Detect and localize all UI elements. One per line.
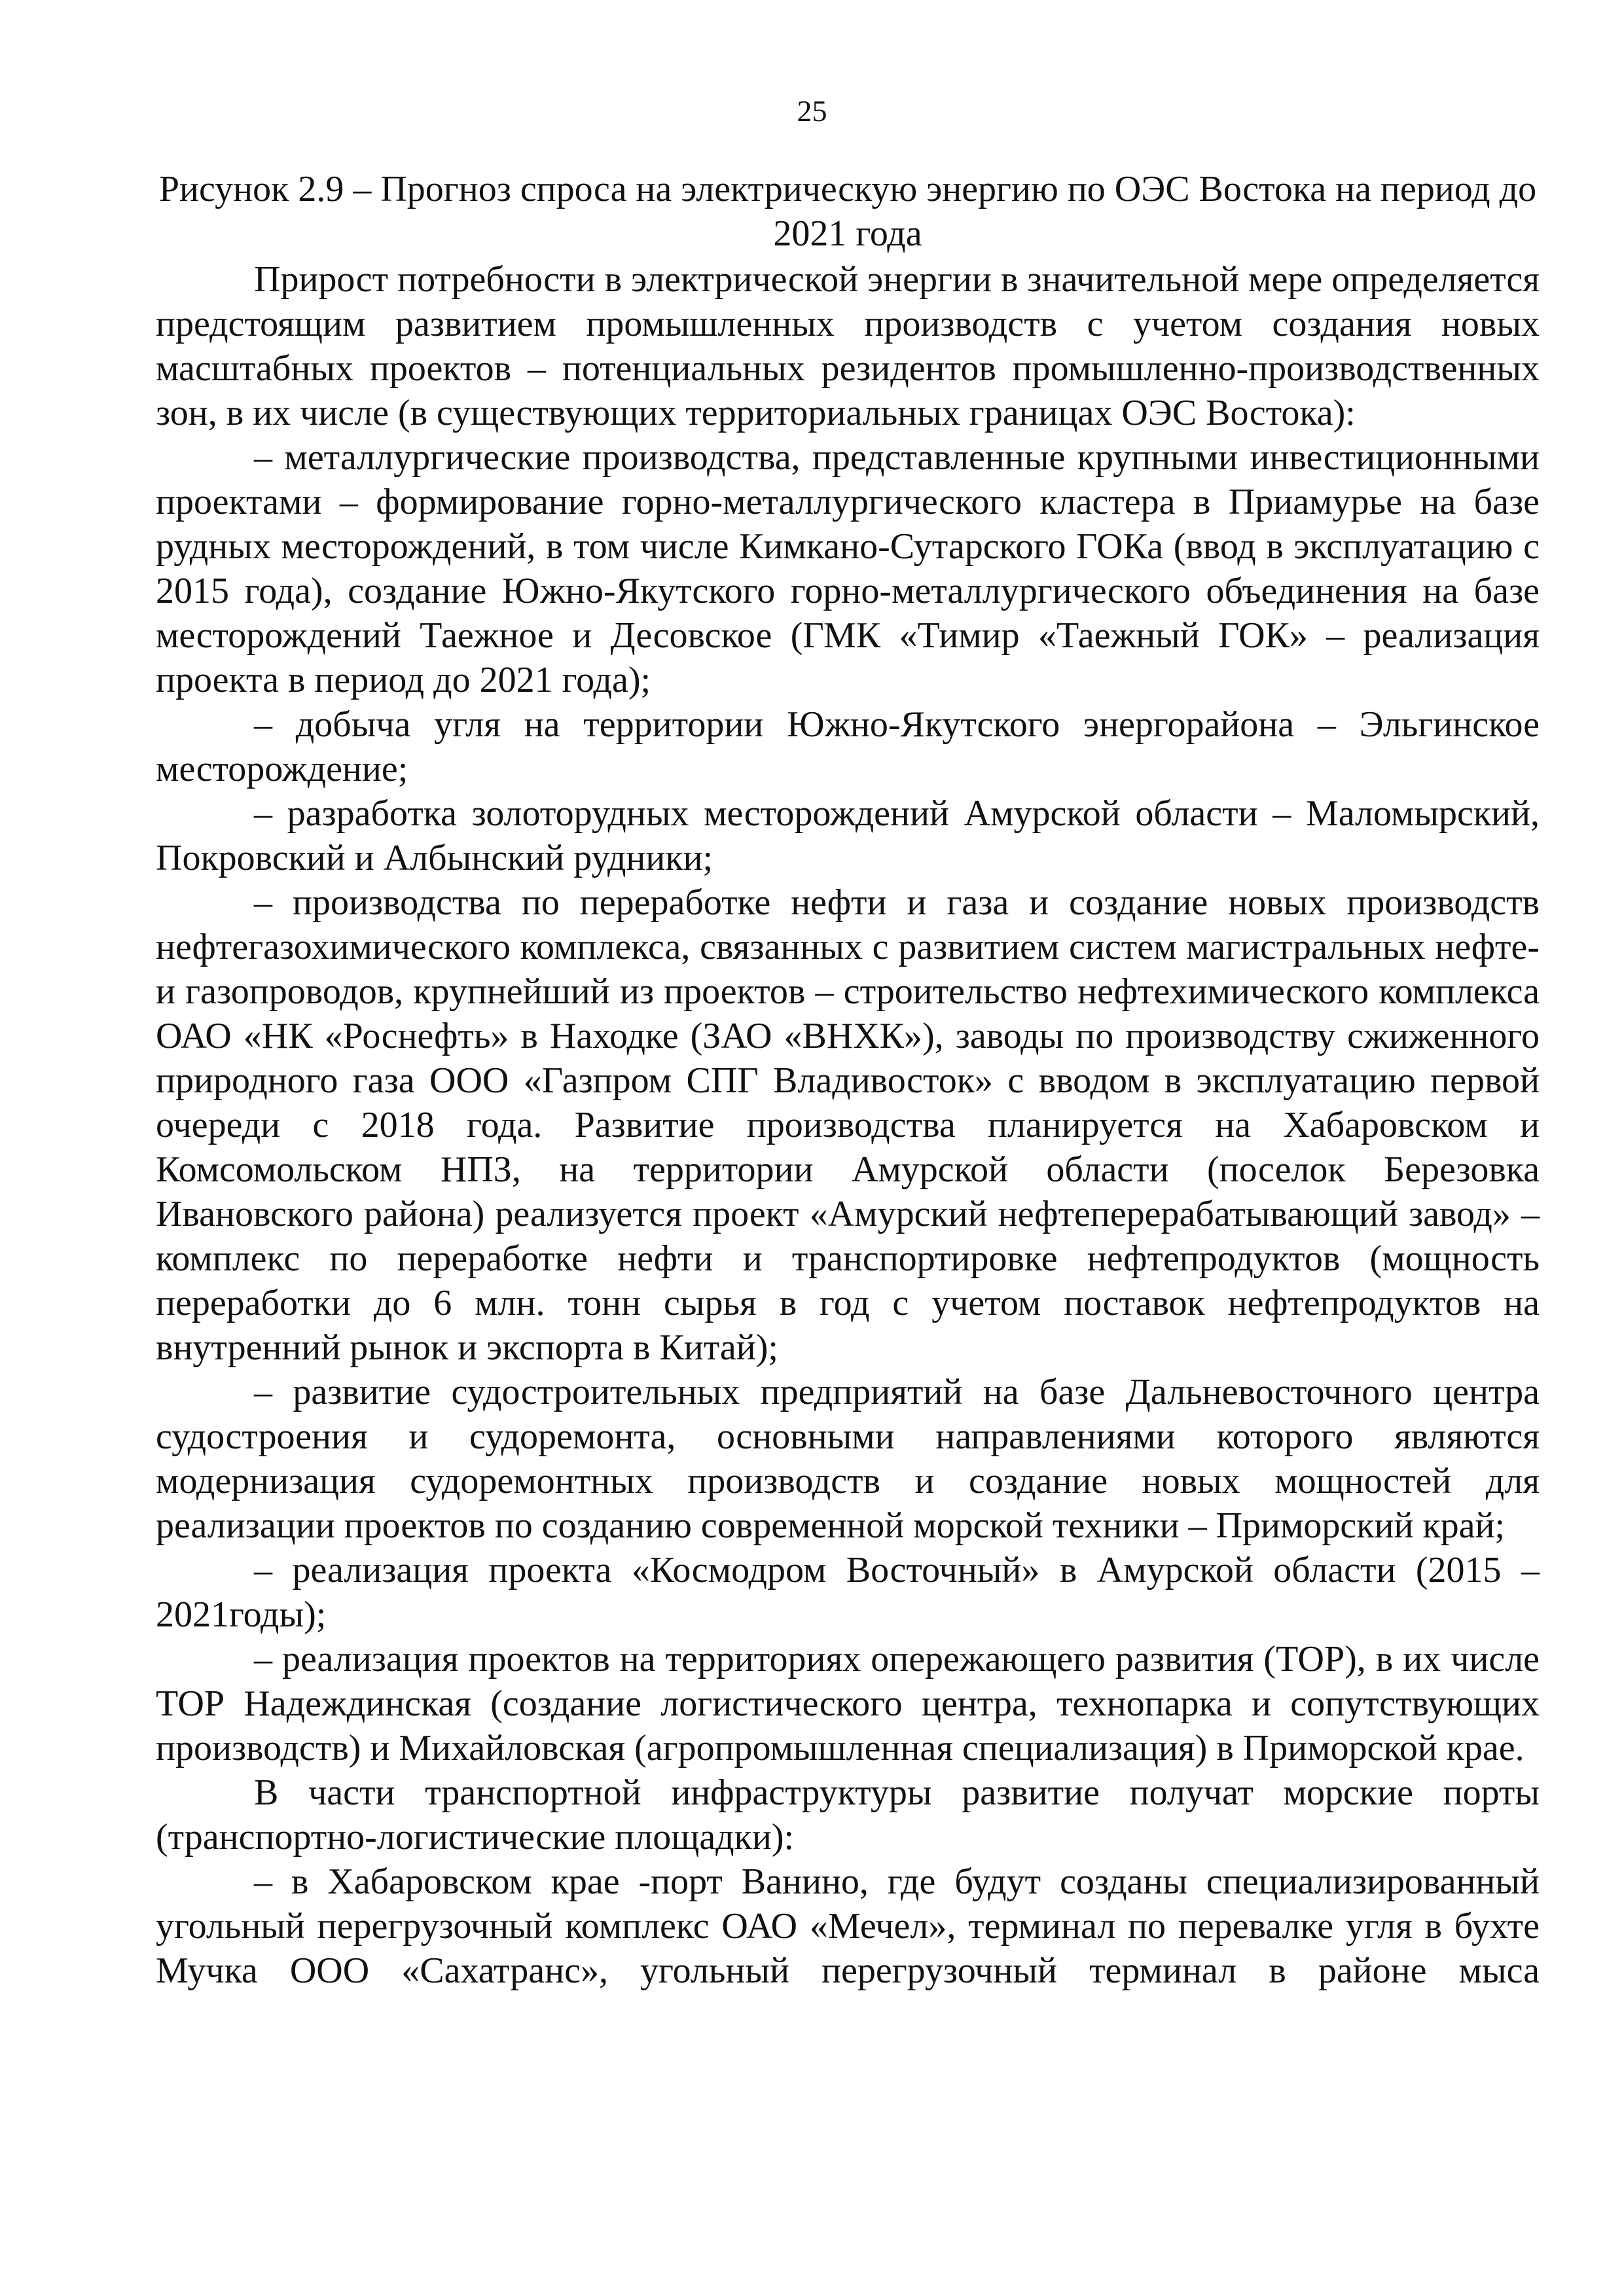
list-item-shipbuilding: – развитие судостроительных предприятий на базе Дальневосточного центра судостроения и судоремонта, основными направлениями которого являются модернизация судоремонтных производств и создание новых мощностей для реализации проектов по созданию современной морской техники – Приморский край; bbox=[156, 1372, 1540, 1546]
page-number: 25 bbox=[797, 94, 827, 128]
list-item-khabarovsk-port: – в Хабаровском крае -порт Ванино, где будут созданы специализированный угольный перегрузочный комплекс ОАО «Мечел», терминал по перевалке угля в бухте Мучка ООО «Сахатранс», угольный перегрузочный терминал в районе мыса bbox=[156, 1861, 1540, 1991]
list-item-coal-mining: – добыча угля на территории Южно-Якутского энергорайона – Эльгинское месторождение; bbox=[156, 704, 1540, 789]
list-item-tor: – реализация проектов на территориях опережающего развития (ТОР), в их числе ТОР Надеждинская (создание логистического центра, технопарка и сопутствующих производств) и Михайловская (агропромышленная специализация) в Приморской крае. bbox=[156, 1639, 1540, 1768]
list-item-metallurgy: – металлургические производства, представленные крупными инвестиционными проектами – формирование горно-металлургического кластера в Приамурье на базе рудных месторождений, в том числе Кимкано-Сутарского ГОКа (ввод в эксплуатацию с 2015 года), создание Южно-Якутского горно-металлургического объединения на базе месторождений Таежное и Десовское (ГМК «Тимир «Таежный ГОК» – реализация проекта в период до 2021 года); bbox=[156, 437, 1540, 700]
list-item-oil-gas: – производства по переработке нефти и газа и создание новых производств нефтегазохимического комплекса, связанных с развитием систем магистральных нефте- и газопроводов, крупнейший из проектов – строительство нефтехимического комплекса ОАО «НК «Роснефть» в Находке (ЗАО «ВНХК»), заводы по производству сжиженного природного газа ООО «Газпром СПГ Владивосток» с вводом в эксплуатацию первой очереди с 2018 года. Развитие производства планируется на Хабаровском и Комсомольском НПЗ, на территории Амурской области (поселок Березовка Ивановского района) реализуется проект «Амурский нефтеперерабатывающий завод» – комплекс по переработке нефти и транспортировке нефтепродуктов (мощность переработки до 6 млн. тонн сырья в год с учетом поставок нефтепродуктов на внутренний рынок и экспорта в Китай); bbox=[156, 882, 1540, 1368]
paragraph-transport: В части транспортной инфраструктуры развитие получат морские порты (транспортно-логистические площадки): bbox=[156, 1772, 1540, 1857]
list-item-gold-mining: – разработка золоторудных месторождений Амурской области – Маломырский, Покровский и Албынский рудники; bbox=[156, 793, 1540, 878]
list-item-cosmodrome: – реализация проекта «Космодром Восточный» в Амурской области (2015 – 2021годы); bbox=[156, 1550, 1540, 1635]
paragraph-intro: Прирост потребности в электрической энергии в значительной мере определяется предстоящим развитием промышленных производств с учетом создания новых масштабных проектов – потенциальных резидентов промышленно-производственных зон, в их числе (в существующих территориальных границах ОЭС Востока): bbox=[156, 259, 1540, 433]
page-content bbox=[156, 167, 1540, 1993]
figure-caption: Рисунок 2.9 – Прогноз спроса на электрическую энергию по ОЭС Востока на период до 2021 года bbox=[158, 169, 1537, 254]
